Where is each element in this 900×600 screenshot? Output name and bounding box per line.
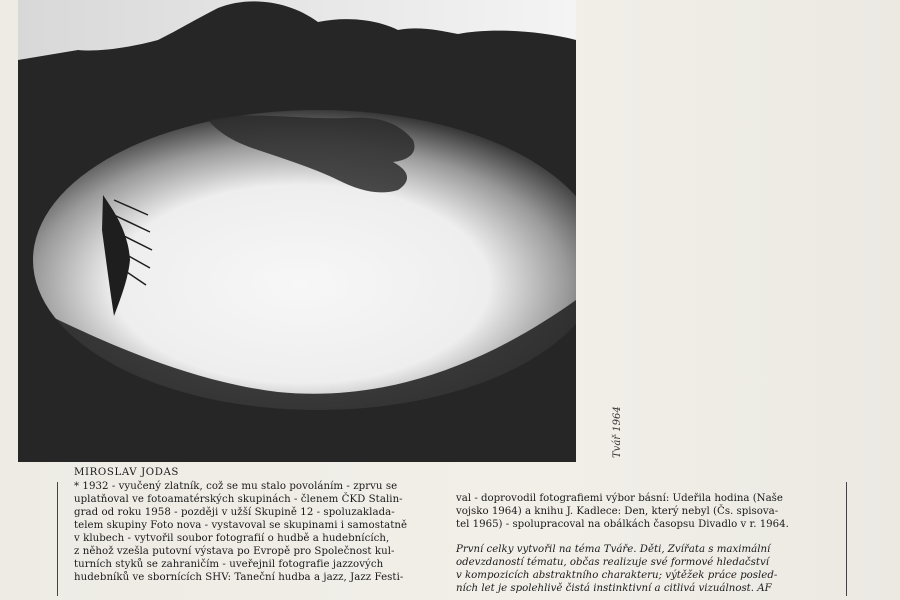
bio-line: hudebníků ve sbornících SHV: Taneční hudba a jazz, Jazz Festi- <box>74 572 404 583</box>
right-rule <box>846 482 847 596</box>
bio-line: val - doprovodil fotografiemi výbor básní: Udeřila hodina (Naše <box>456 493 783 504</box>
bio-line: v klubech - vytvořil soubor fotografií o hudbě a hudebnících, <box>74 533 390 544</box>
critique-line: První celky vytvořil na téma Tváře. Děti, Zvířata s maximální <box>456 544 771 555</box>
left-rule <box>57 482 58 596</box>
bio-line: vojsko 1964) a knihu J. Kadlece: Den, který nebyl (Čs. spisova- <box>456 506 779 517</box>
bio-line: z něhož vzešla putovní výstava po Evropě pro Společnost kul- <box>74 546 395 557</box>
bio-column-1 <box>74 466 446 584</box>
bio-line: uplatňoval ve fotoamatérských skupinách - členem ČKD Stalin- <box>74 494 403 505</box>
photo-caption <box>606 400 632 460</box>
critique-paragraph <box>456 543 830 595</box>
profile-photo-graphic <box>18 0 576 462</box>
bio-line: * 1932 - vyučený zlatník, což se mu stalo povoláním - zprvu se <box>74 481 398 492</box>
bio-column-2 <box>456 492 830 595</box>
critique-line: ních let je spolehlivě čistá instinktivní a citlivá vizuálnost. AF <box>456 583 772 594</box>
bio-line: grad od roku 1958 - později v užší Skupině 12 - spoluzaklada- <box>74 507 395 518</box>
author-name: MIROSLAV JODAS <box>74 467 180 478</box>
bio-line: tel 1965) - spolupracoval na obálkách časopsu Divadlo v r. 1964. <box>456 519 789 530</box>
photo-caption-text: Tvář 1964 <box>612 406 623 458</box>
critique-line: odevzdaností tématu, občas realizuje své formové hledačství <box>456 557 769 568</box>
bio-line: turních styků se zahraničím - uveřejnil fotografie jazzových <box>74 559 384 570</box>
critique-line: v kompozicích abstraktního charakteru; výtěžek práce posled- <box>456 570 778 581</box>
bio-line: telem skupiny Foto nova - vystavoval se skupinami i samostatně <box>74 520 408 531</box>
profile-photo <box>18 0 576 462</box>
